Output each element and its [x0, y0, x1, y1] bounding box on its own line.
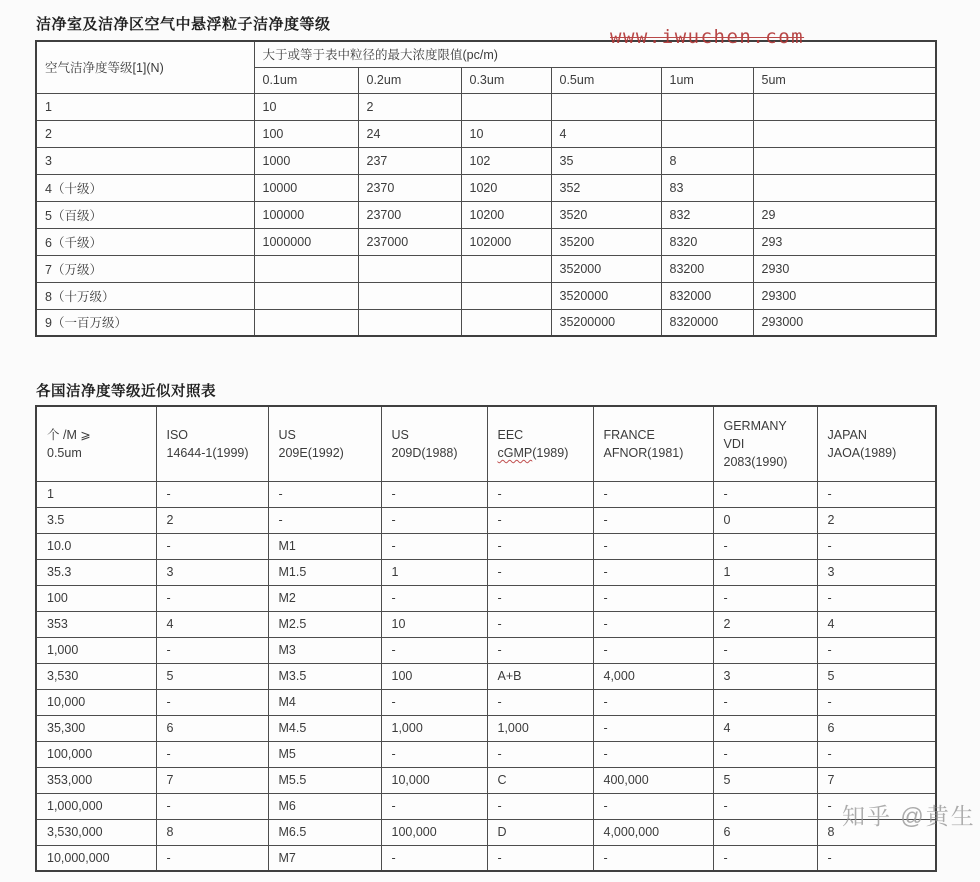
limit-value-cell: 352 — [551, 174, 661, 201]
class-value-cell: - — [156, 741, 268, 767]
limit-value-cell — [358, 309, 461, 336]
class-value-cell: 100 — [381, 663, 487, 689]
class-value-cell: 8 — [156, 819, 268, 845]
class-value-cell: - — [713, 533, 817, 559]
class-value-cell: - — [817, 585, 936, 611]
table-row — [36, 201, 936, 228]
particle-count-cell: 10,000 — [36, 689, 156, 715]
standard-header: 个 /M ⩾ 0.5um — [36, 406, 156, 481]
wavy-underlined-text: cGMP — [497, 445, 533, 460]
limit-value-cell: 83 — [661, 174, 753, 201]
class-value-cell: - — [713, 793, 817, 819]
particle-count-cell: 100 — [36, 585, 156, 611]
class-value-cell: A+B — [487, 663, 593, 689]
particle-count-cell: 1 — [36, 481, 156, 507]
class-value-cell: M2.5 — [268, 611, 381, 637]
table-row — [36, 559, 936, 585]
class-value-cell: 6 — [713, 819, 817, 845]
class-value-cell: - — [593, 845, 713, 871]
table-row — [36, 819, 936, 845]
class-value-cell: M3 — [268, 637, 381, 663]
class-value-cell: 6 — [156, 715, 268, 741]
limit-value-cell: 8 — [661, 147, 753, 174]
class-value-cell: 100,000 — [381, 819, 487, 845]
class-value-cell: M1 — [268, 533, 381, 559]
limit-value-cell: 3520000 — [551, 282, 661, 309]
limit-value-cell — [461, 309, 551, 336]
standard-header: ISO 14644-1(1999) — [156, 406, 268, 481]
zhihu-author-watermark: 知乎 @黄生 — [842, 803, 976, 829]
cleanliness-class-cell: 6（千级） — [36, 228, 254, 255]
class-value-cell: M5 — [268, 741, 381, 767]
limit-value-cell: 832 — [661, 201, 753, 228]
class-value-cell: - — [381, 741, 487, 767]
limit-value-cell — [661, 120, 753, 147]
limit-value-cell: 35200 — [551, 228, 661, 255]
class-value-cell: - — [713, 481, 817, 507]
class-value-cell: - — [381, 507, 487, 533]
particle-count-cell: 100,000 — [36, 741, 156, 767]
class-value-cell: M5.5 — [268, 767, 381, 793]
standard-header: US 209E(1992) — [268, 406, 381, 481]
limit-value-cell: 3520 — [551, 201, 661, 228]
table-row — [36, 637, 936, 663]
limit-value-cell: 832000 — [661, 282, 753, 309]
limit-value-cell: 237 — [358, 147, 461, 174]
class-value-cell: 1,000 — [381, 715, 487, 741]
table1-class-header: 空气洁净度等级[1](N) — [36, 41, 254, 93]
class-value-cell: - — [487, 637, 593, 663]
class-value-cell: - — [593, 715, 713, 741]
table-row — [36, 93, 936, 120]
class-value-cell: 1 — [381, 559, 487, 585]
table-row — [36, 120, 936, 147]
table2-title: 各国洁净度等级近似对照表 — [36, 384, 216, 400]
class-value-cell: - — [381, 585, 487, 611]
class-value-cell: 5 — [713, 767, 817, 793]
class-value-cell: - — [156, 481, 268, 507]
class-value-cell: - — [593, 689, 713, 715]
class-value-cell: - — [487, 611, 593, 637]
class-value-cell: - — [593, 585, 713, 611]
table-row — [36, 845, 936, 871]
table-row — [36, 533, 936, 559]
standard-header: US 209D(1988) — [381, 406, 487, 481]
limit-value-cell — [254, 309, 358, 336]
limit-value-cell: 10 — [461, 120, 551, 147]
table-row — [36, 611, 936, 637]
class-value-cell: - — [593, 793, 713, 819]
limit-value-cell — [358, 282, 461, 309]
limit-value-cell — [461, 93, 551, 120]
table-row — [36, 767, 936, 793]
class-value-cell: - — [268, 481, 381, 507]
table-row — [36, 689, 936, 715]
standard-header: JAPAN JAOA(1989) — [817, 406, 936, 481]
table-row — [36, 282, 936, 309]
particle-count-cell: 3,530 — [36, 663, 156, 689]
table-row — [36, 147, 936, 174]
table1-span-header: 大于或等于表中粒径的最大浓度限值(pc/m) — [254, 41, 936, 67]
class-value-cell: - — [487, 533, 593, 559]
class-value-cell: 2 — [713, 611, 817, 637]
cleanliness-class-cell: 4（十级） — [36, 174, 254, 201]
cleanliness-class-cell: 8（十万级） — [36, 282, 254, 309]
class-value-cell: 4 — [713, 715, 817, 741]
class-value-cell: - — [156, 845, 268, 871]
limit-value-cell: 293 — [753, 228, 936, 255]
class-value-cell: - — [156, 585, 268, 611]
class-value-cell: 3 — [713, 663, 817, 689]
class-value-cell: - — [817, 533, 936, 559]
class-value-cell: - — [593, 559, 713, 585]
limit-value-cell: 29300 — [753, 282, 936, 309]
class-value-cell: C — [487, 767, 593, 793]
particle-size-header: 0.1um — [254, 67, 358, 93]
class-value-cell: - — [713, 845, 817, 871]
class-value-cell: 5 — [156, 663, 268, 689]
class-value-cell: 10,000 — [381, 767, 487, 793]
limit-value-cell: 100000 — [254, 201, 358, 228]
class-value-cell: 2 — [817, 507, 936, 533]
class-value-cell: - — [381, 481, 487, 507]
particle-count-cell: 35,300 — [36, 715, 156, 741]
class-value-cell: 1 — [713, 559, 817, 585]
class-value-cell: M2 — [268, 585, 381, 611]
particle-size-header: 0.5um — [551, 67, 661, 93]
limit-value-cell: 29 — [753, 201, 936, 228]
class-value-cell: - — [156, 637, 268, 663]
class-value-cell: - — [381, 793, 487, 819]
class-value-cell: 7 — [156, 767, 268, 793]
cleanliness-class-cell: 9（一百万级） — [36, 309, 254, 336]
table-row — [36, 255, 936, 282]
limit-value-cell: 1000 — [254, 147, 358, 174]
limit-value-cell — [753, 174, 936, 201]
class-value-cell: M4 — [268, 689, 381, 715]
limit-value-cell: 8320000 — [661, 309, 753, 336]
class-value-cell: - — [487, 559, 593, 585]
class-value-cell: M4.5 — [268, 715, 381, 741]
particle-count-cell: 1,000,000 — [36, 793, 156, 819]
class-value-cell: 8 — [817, 819, 936, 845]
table-row — [36, 174, 936, 201]
class-value-cell: 1,000 — [487, 715, 593, 741]
limit-value-cell: 23700 — [358, 201, 461, 228]
table-row — [36, 228, 936, 255]
particle-count-cell: 10,000,000 — [36, 845, 156, 871]
class-value-cell: 2 — [156, 507, 268, 533]
class-value-cell: 4 — [817, 611, 936, 637]
class-value-cell: M6.5 — [268, 819, 381, 845]
limit-value-cell: 8320 — [661, 228, 753, 255]
class-value-cell: - — [713, 689, 817, 715]
particle-size-header: 1um — [661, 67, 753, 93]
class-value-cell: M6 — [268, 793, 381, 819]
particle-count-cell: 35.3 — [36, 559, 156, 585]
limit-value-cell — [753, 147, 936, 174]
table-row — [36, 585, 936, 611]
limit-value-cell: 35200000 — [551, 309, 661, 336]
limit-value-cell: 1020 — [461, 174, 551, 201]
class-value-cell: - — [487, 741, 593, 767]
particle-size-header: 5um — [753, 67, 936, 93]
class-value-cell: 4,000,000 — [593, 819, 713, 845]
class-value-cell: 10 — [381, 611, 487, 637]
class-value-cell: - — [593, 481, 713, 507]
particle-count-cell: 3,530,000 — [36, 819, 156, 845]
class-value-cell: M3.5 — [268, 663, 381, 689]
limit-value-cell: 352000 — [551, 255, 661, 282]
limit-value-cell — [753, 93, 936, 120]
limit-value-cell — [753, 120, 936, 147]
class-value-cell: 400,000 — [593, 767, 713, 793]
limit-value-cell: 4 — [551, 120, 661, 147]
class-value-cell: M7 — [268, 845, 381, 871]
limit-value-cell: 35 — [551, 147, 661, 174]
class-value-cell: - — [713, 637, 817, 663]
class-value-cell: - — [593, 533, 713, 559]
table-row — [36, 481, 936, 507]
class-value-cell: - — [593, 637, 713, 663]
class-value-cell: - — [713, 741, 817, 767]
table-row — [36, 741, 936, 767]
particle-count-cell: 1,000 — [36, 637, 156, 663]
class-value-cell: - — [487, 507, 593, 533]
limit-value-cell — [358, 255, 461, 282]
class-value-cell: - — [156, 689, 268, 715]
limit-value-cell: 100 — [254, 120, 358, 147]
country-comparison-table — [35, 405, 937, 872]
limit-value-cell: 10000 — [254, 174, 358, 201]
iwuchen-watermark: www.iwuchen.com — [610, 26, 805, 48]
limit-value-cell — [661, 93, 753, 120]
table1-title: 洁净室及洁净区空气中悬浮粒子洁净度等级 — [36, 16, 331, 33]
class-value-cell: 7 — [817, 767, 936, 793]
table2-header-row — [36, 406, 936, 481]
cleanliness-class-cell: 7（万级） — [36, 255, 254, 282]
class-value-cell: M1.5 — [268, 559, 381, 585]
class-value-cell: - — [487, 481, 593, 507]
class-value-cell: 3 — [156, 559, 268, 585]
class-value-cell: 4,000 — [593, 663, 713, 689]
limit-value-cell — [254, 255, 358, 282]
limit-value-cell — [254, 282, 358, 309]
particle-count-cell: 3.5 — [36, 507, 156, 533]
cleanliness-class-cell: 3 — [36, 147, 254, 174]
standard-header: FRANCE AFNOR(1981) — [593, 406, 713, 481]
limit-value-cell: 102000 — [461, 228, 551, 255]
class-value-cell: - — [156, 793, 268, 819]
class-value-cell: - — [381, 533, 487, 559]
class-value-cell: - — [593, 611, 713, 637]
class-value-cell: - — [487, 845, 593, 871]
table-row — [36, 663, 936, 689]
particle-size-header: 0.3um — [461, 67, 551, 93]
class-value-cell: - — [817, 481, 936, 507]
limit-value-cell: 83200 — [661, 255, 753, 282]
class-value-cell: - — [487, 585, 593, 611]
table-row — [36, 507, 936, 533]
limit-value-cell: 2370 — [358, 174, 461, 201]
particle-count-cell: 353,000 — [36, 767, 156, 793]
class-value-cell: - — [817, 845, 936, 871]
limit-value-cell — [551, 93, 661, 120]
table-row — [36, 793, 936, 819]
class-value-cell: - — [487, 793, 593, 819]
class-value-cell: - — [381, 845, 487, 871]
class-value-cell: 6 — [817, 715, 936, 741]
table-row — [36, 309, 936, 336]
limit-value-cell: 293000 — [753, 309, 936, 336]
class-value-cell: - — [817, 741, 936, 767]
standard-header: EEC cGMP(1989) — [487, 406, 593, 481]
cleanliness-class-cell: 5（百级） — [36, 201, 254, 228]
standard-header: GERMANY VDI 2083(1990) — [713, 406, 817, 481]
cleanliness-class-cell: 1 — [36, 93, 254, 120]
limit-value-cell — [461, 282, 551, 309]
limit-value-cell: 10 — [254, 93, 358, 120]
class-value-cell: - — [593, 741, 713, 767]
class-value-cell: - — [817, 689, 936, 715]
class-value-cell: - — [593, 507, 713, 533]
class-value-cell: 0 — [713, 507, 817, 533]
limit-value-cell: 24 — [358, 120, 461, 147]
limit-value-cell: 2 — [358, 93, 461, 120]
class-value-cell: 4 — [156, 611, 268, 637]
limit-value-cell — [461, 255, 551, 282]
class-value-cell: 3 — [817, 559, 936, 585]
limit-value-cell: 2930 — [753, 255, 936, 282]
particle-count-cell: 10.0 — [36, 533, 156, 559]
particle-count-cell: 353 — [36, 611, 156, 637]
class-value-cell: - — [817, 793, 936, 819]
limit-value-cell: 237000 — [358, 228, 461, 255]
table-row — [36, 715, 936, 741]
class-value-cell: D — [487, 819, 593, 845]
class-value-cell: - — [156, 533, 268, 559]
class-value-cell: - — [817, 637, 936, 663]
class-value-cell: - — [713, 585, 817, 611]
class-value-cell: - — [487, 689, 593, 715]
cleanliness-class-cell: 2 — [36, 120, 254, 147]
particle-size-header: 0.2um — [358, 67, 461, 93]
limit-value-cell: 10200 — [461, 201, 551, 228]
class-value-cell: - — [381, 689, 487, 715]
limit-value-cell: 102 — [461, 147, 551, 174]
particle-cleanliness-table — [35, 40, 937, 337]
class-value-cell: 5 — [817, 663, 936, 689]
class-value-cell: - — [381, 637, 487, 663]
class-value-cell: - — [268, 507, 381, 533]
limit-value-cell: 1000000 — [254, 228, 358, 255]
